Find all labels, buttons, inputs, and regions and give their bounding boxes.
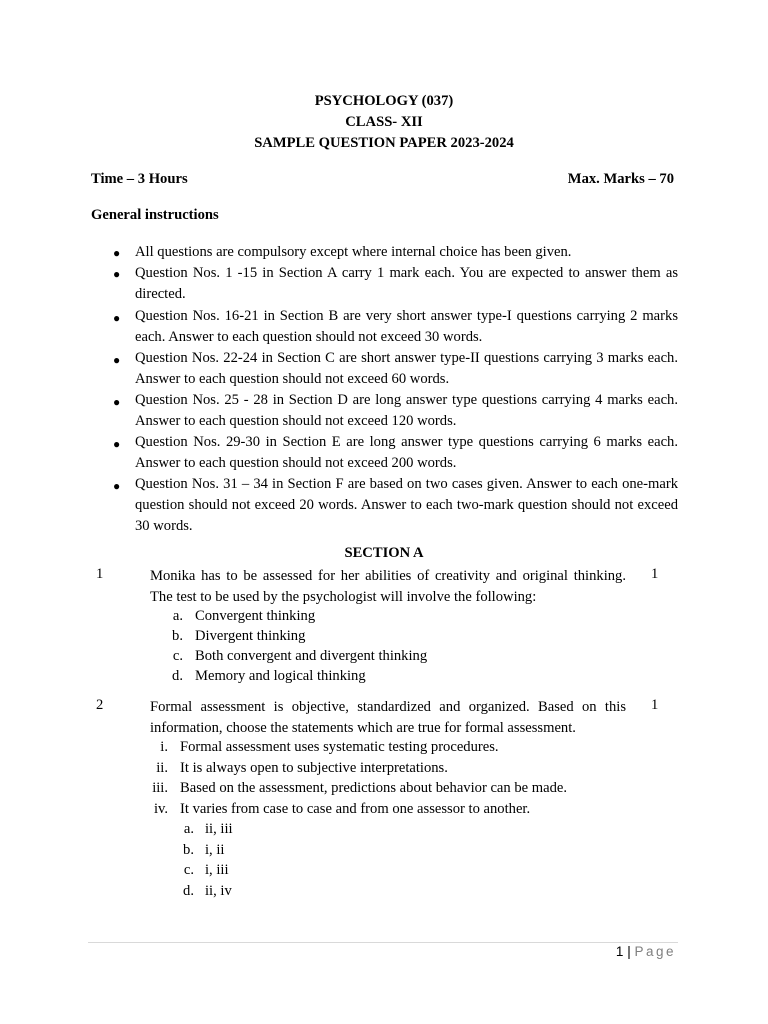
question-text: Monika has to be assessed for her abilities of creativity and original thinking. The test to be used by the psychologist will involve the following: — [150, 568, 626, 605]
paper-class: CLASS- XII — [345, 114, 423, 130]
question-number: 2 — [96, 697, 104, 713]
footer-separator: | — [627, 944, 631, 959]
page-number: 1 — [615, 944, 624, 959]
bullet-icon: ● — [113, 267, 121, 281]
instruction-item: All questions are compulsory except where internal choice has been given. — [135, 244, 572, 260]
option-text: i, ii — [205, 842, 225, 858]
option-text: i, iii — [205, 862, 229, 878]
option-text: Divergent thinking — [195, 628, 306, 644]
statement-label: iv. — [153, 801, 168, 817]
instructions-heading: General instructions — [91, 207, 219, 223]
paper-title: SAMPLE QUESTION PAPER 2023-2024 — [254, 135, 514, 151]
instruction-item: Question Nos. 31 – 34 in Section F are based on two cases given. Answer to each one-mark question should not exceed 20 words. Answer to each two-mark question should not exceed 30 words. — [135, 476, 678, 534]
option-text: Memory and logical thinking — [195, 668, 366, 684]
bullet-icon: ● — [113, 353, 121, 367]
statement-text: Formal assessment uses systematic testing procedures. — [180, 739, 499, 755]
footer-divider — [88, 942, 678, 943]
instruction-item: Question Nos. 29-30 in Section E are long answer type questions carrying 6 marks each. Answer to each question should not exceed 200 words. — [135, 434, 678, 471]
option-text: Both convergent and divergent thinking — [195, 648, 428, 664]
question-marks: 1 — [651, 566, 659, 582]
option-label: c. — [183, 862, 194, 878]
statement-label: i. — [160, 739, 168, 755]
option-text: ii, iv — [205, 883, 232, 899]
bullet-icon: ● — [113, 479, 121, 493]
instruction-item: Question Nos. 16-21 in Section B are very short answer type-I questions carrying 2 marks each. Answer to each question should not exceed 30 words. — [135, 308, 678, 345]
option-label: a. — [172, 608, 183, 624]
bullet-icon: ● — [113, 246, 121, 260]
time-allowed: Time – 3 Hours — [91, 171, 188, 187]
option-label: b. — [172, 628, 183, 644]
instruction-item: Question Nos. 25 - 28 in Section D are long answer type questions carrying 4 marks each. Answer to each question should not exceed 120 words. — [135, 392, 678, 429]
paper-subject: PSYCHOLOGY (037) — [314, 93, 454, 109]
option-label: c. — [172, 648, 183, 664]
bullet-icon: ● — [113, 311, 121, 325]
option-text: ii, iii — [205, 821, 233, 837]
statement-text: It is always open to subjective interpretations. — [180, 760, 448, 776]
instruction-item: Question Nos. 1 -15 in Section A carry 1 mark each. You are expected to answer them as directed. — [135, 265, 678, 302]
option-label: d. — [183, 883, 194, 899]
question-text: Formal assessment is objective, standardized and organized. Based on this information, choose the statements which are true for formal assessment. — [150, 699, 626, 736]
page-label: Page — [634, 944, 676, 959]
statement-text: It varies from case to case and from one assessor to another. — [180, 801, 531, 817]
statement-label: iii. — [152, 780, 168, 796]
max-marks: Max. Marks – 70 — [567, 171, 674, 187]
statement-text: Based on the assessment, predictions about behavior can be made. — [180, 780, 568, 796]
question-marks: 1 — [651, 697, 659, 713]
bullet-icon: ● — [113, 437, 121, 451]
option-label: a. — [183, 821, 194, 837]
section-a-heading: SECTION A — [344, 545, 424, 561]
option-text: Convergent thinking — [195, 608, 316, 624]
bullet-icon: ● — [113, 395, 121, 409]
option-label: d. — [172, 668, 183, 684]
statement-label: ii. — [156, 760, 168, 776]
instruction-item: Question Nos. 22-24 in Section C are short answer type-II questions carrying 3 marks each. Answer to each question should not exceed 60 words. — [135, 350, 678, 387]
question-number: 1 — [96, 566, 104, 582]
page-footer — [616, 944, 676, 959]
option-label: b. — [183, 842, 194, 858]
